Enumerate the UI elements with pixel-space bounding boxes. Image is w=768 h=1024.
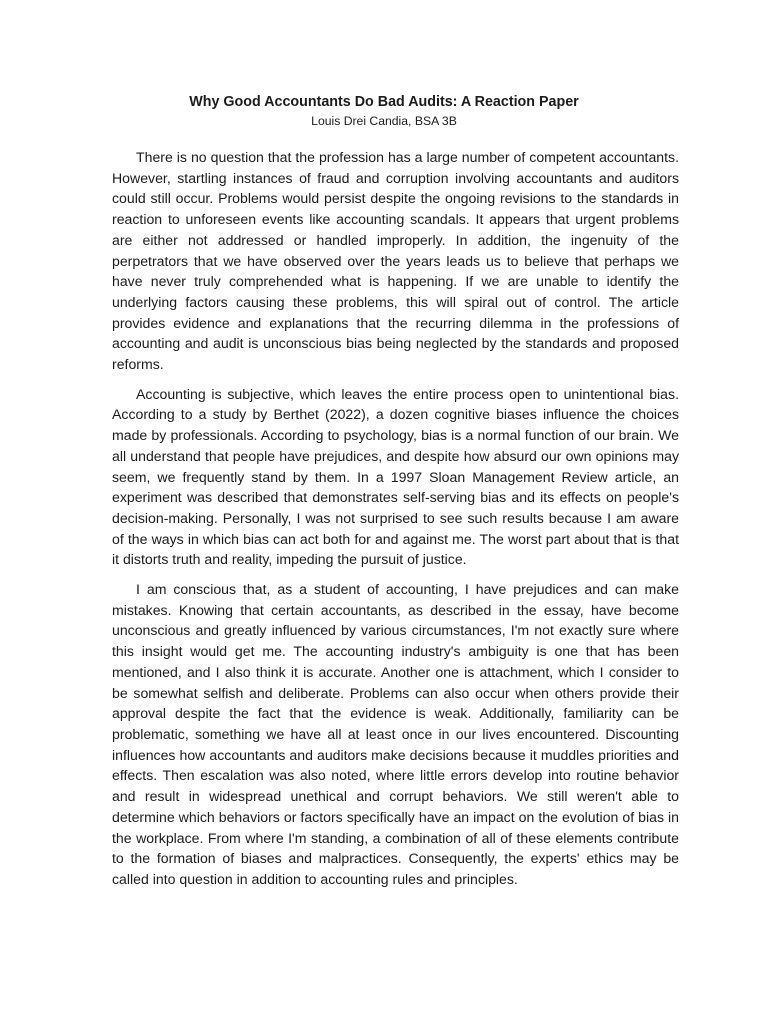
document-author: Louis Drei Candia, BSA 3B bbox=[311, 114, 457, 128]
paragraph-1: There is no question that the profession has a large number of competent accountants. However, startling instances of fraud and corruption involving accountants and auditors could still occur. Problems would persist despite the ongoing revisions to the standards in reaction to unforeseen events like accounting scandals. It appears that urgent problems are either not addressed or handled improperly. In addition, the ingenuity of the perpetrators that we have observed over the years leads us to believe that perhaps we have never truly comprehended what is happening. If we are unable to identify the underlying factors causing these problems, this will spiral out of control. The article provides evidence and explanations that the recurring dilemma in the professions of accounting and audit is unconscious bias being neglected by the standards and proposed reforms. bbox=[112, 149, 679, 373]
document-body bbox=[112, 147, 679, 890]
paragraph-3: I am conscious that, as a student of accounting, I have prejudices and can make mistakes. Knowing that certain accountants, as described in the essay, have become unconscious and greatly influenced by various circumstances, I'm not exactly sure where this insight would get me. The accounting industry's ambiguity is one that has been mentioned, and I also think it is accurate. Another one is attachment, which I consider to be somewhat selfish and deliberate. Problems can also occur when others provide their approval despite the fact that the evidence is weak. Additionally, familiarity can be problematic, something we have all at least once in our lives encountered. Discounting influences how accountants and auditors make decisions because it muddles priorities and effects. Then escalation was also noted, where little errors develop into routine behavior and result in widespread unethical and corrupt behaviors. We still weren't able to determine which behaviors or factors specifically have an impact on the evolution of bias in the workplace. From where I'm standing, a combination of all of these elements contribute to the formation of biases and malpractices. Consequently, the experts' ethics may be called into question in addition to accounting rules and principles. bbox=[112, 581, 679, 887]
document-title: Why Good Accountants Do Bad Audits: A Reaction Paper bbox=[189, 94, 579, 110]
paragraph-2: Accounting is subjective, which leaves the entire process open to unintentional bias. According to a study by Berthet (2022), a dozen cognitive biases influence the choices made by professionals. According to psychology, bias is a normal function of our brain. We all understand that people have prejudices, and despite how absurd our own opinions may seem, we frequently stand by them. In a 1997 Sloan Management Review article, an experiment was described that demonstrates self-serving bias and its effects on people's decision-making. Personally, I was not surprised to see such results because I am aware of the ways in which bias can act both for and against me. The worst part about that is that it distorts truth and reality, impeding the pursuit of justice. bbox=[112, 385, 679, 568]
